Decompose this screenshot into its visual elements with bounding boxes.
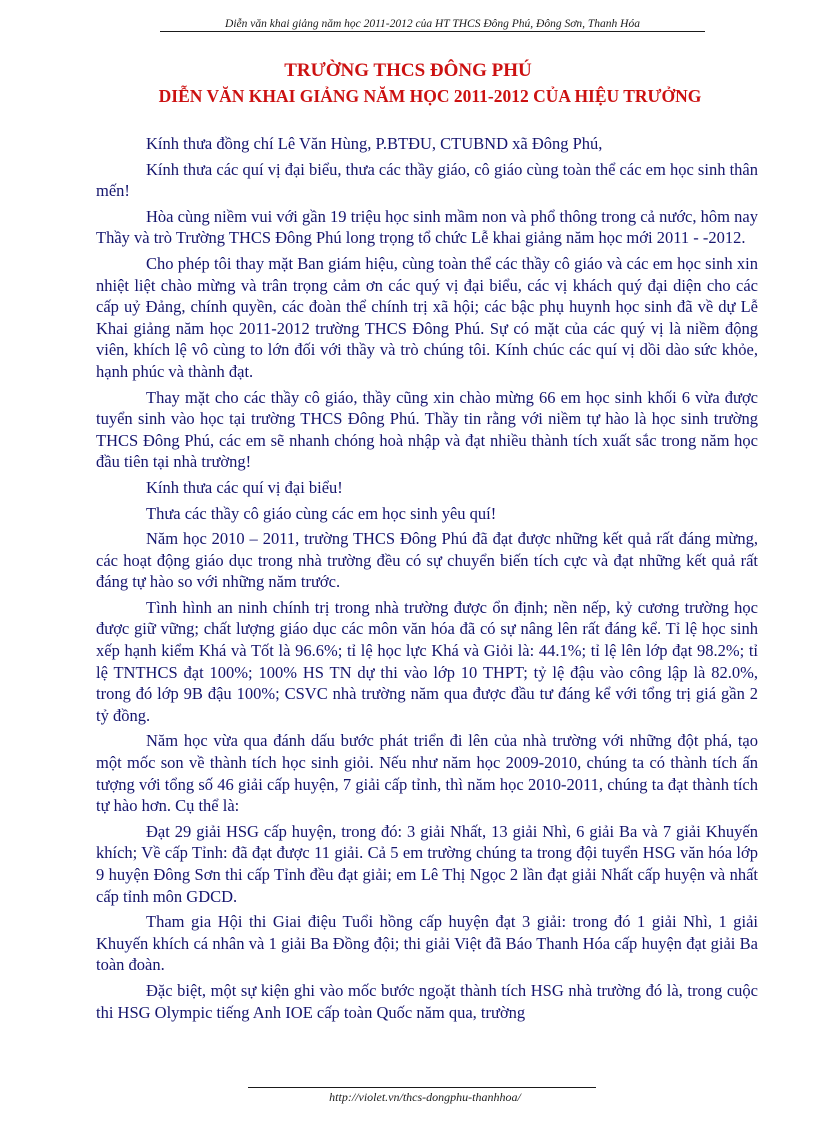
paragraph: Kính thưa đồng chí Lê Văn Hùng, P.BTĐU, CTUBND xã Đông Phú,	[146, 134, 603, 153]
school-title: TRƯỜNG THCS ĐÔNG PHÚ	[284, 60, 532, 81]
paragraph: Đạt 29 giải HSG cấp huyện, trong đó: 3 giải Nhất, 13 giải Nhì, 6 giải Ba và 7 giải Khuyến khích; Về cấp Tỉnh: đã đạt được 11 giải. Cả 5 em trường chúng ta trong đội tuyển HSG văn hóa lớp 9 huyện Đông Sơn thi cấp Tỉnh đều đạt giải; em Lê Thị Ngọc 2 lần đạt giải Nhất cấp huyện và nhất cấp tỉnh môn GDCD.	[96, 821, 758, 906]
paragraph: Hòa cùng niềm vui với gần 19 triệu học sinh mầm non và phổ thông trong cả nước, hôm nay Thầy và trò Trường THCS Đông Phú long trọng tổ chức Lễ khai giảng năm học mới 2011 - -2012.	[96, 206, 758, 248]
paragraph: Đặc biệt, một sự kiện ghi vào mốc bước ngoặt thành tích HSG nhà trường đó là, trong cuộc thi HSG Olympic tiếng Anh IOE cấp toàn Quốc năm qua, trường	[96, 980, 758, 1022]
footer-url[interactable]: http://violet.vn/thcs-dongphu-thanhhoa/	[329, 1090, 521, 1104]
footer-divider	[248, 1087, 596, 1088]
paragraph: Tham gia Hội thi Giai điệu Tuổi hồng cấp huyện đạt 3 giải: trong đó 1 giải Nhì, 1 giải Khuyến khích cá nhân và 1 giải Ba Đồng đội; thi giải Việt đã Báo Thanh Hóa cấp huyện đạt giải Ba toàn đoàn.	[96, 912, 758, 975]
paragraph: Năm học 2010 – 2011, trường THCS Đông Phú đã đạt được những kết quả rất đáng mừng, các hoạt động giáo dục trong nhà trường đều có sự chuyển biến tích cực và đạt những kết quả rất đáng tự hào so với những năm trước.	[96, 529, 758, 592]
speech-title: DIỄN VĂN KHAI GIẢNG NĂM HỌC 2011-2012 CỦA HIỆU TRƯỞNG	[158, 86, 702, 106]
paragraph: Kính thưa các quí vị đại biểu, thưa các thầy giáo, cô giáo cùng toàn thể các em học sinh thân mến!	[96, 159, 758, 201]
paragraph: Tình hình an ninh chính trị trong nhà trường được ổn định; nền nếp, kỷ cương trường học được giữ vững; chất lượng giáo dục các môn văn hóa đã có sự nâng lên rất đáng kể. Tỉ lệ học sinh xếp hạnh kiểm Khá và Tốt là 96.6%; tỉ lệ học lực Khá và Giỏi là: 44.1%; tỉ lệ lên lớp đạt 98.2%; tỉ lệ TNTHCS đạt 100%; 100% HS TN dự thi vào lớp 10 THPT; tỷ lệ đậu vào công lập là 82.0%, trong đó lớp 9B đậu 100%; CSVC nhà trường năm qua được đầu tư đáng kể với tổng trị giá gần 2 tỷ đồng.	[96, 597, 758, 725]
paragraph: Thưa các thầy cô giáo cùng các em học sinh yêu quí!	[146, 503, 497, 523]
paragraph: Thay mặt cho các thầy cô giáo, thầy cũng xin chào mừng 66 em học sinh khối 6 vừa được tuyển sinh vào học tại trường THCS Đông Phú. Thầy tin rằng với niềm tự hào là học sinh trường THCS Đông Phú, các em sẽ nhanh chóng hoà nhập và đạt nhiều thành tích xuất sắc trong năm học đầu tiên tại nhà trường!	[96, 387, 758, 472]
running-header: Diễn văn khai giảng năm học 2011-2012 của HT THCS Đông Phú, Đông Sơn, Thanh Hóa	[160, 18, 705, 32]
paragraph: Năm học vừa qua đánh dấu bước phát triển đi lên của nhà trường với những đột phá, tạo một mốc son về thành tích học sinh giỏi. Nếu như năm học 2009-2010, chúng ta có thành tích ấn tượng với tổng số 46 giải cấp huyện, 7 giải cấp tỉnh, thì năm học 2010-2011, chúng ta đạt thành tích tự hào hơn. Cụ thể là:	[96, 731, 758, 816]
paragraph: Kính thưa các quí vị đại biểu!	[146, 477, 343, 497]
paragraph: Cho phép tôi thay mặt Ban giám hiệu, cùng toàn thể các thầy cô giáo và các em học sinh xin nhiệt liệt chào mừng và trân trọng cảm ơn các quý vị đại biểu, các vị khách quý đại diện cho các cấp uỷ Đảng, chính quyền, các đoàn thể chính trị xã hội; các bậc phụ huynh học sinh đã về dự Lễ Khai giảng năm học 2011-2012 trường THCS Đông Phú. Sự có mặt của các quý vị là niềm động viên, khích lệ vô cùng to lớn đối với thầy và trò chúng tôi. Kính chúc các quí vị dồi dào sức khỏe, hạnh phúc và thành đạt.	[96, 253, 758, 381]
speech-body	[96, 133, 758, 1027]
